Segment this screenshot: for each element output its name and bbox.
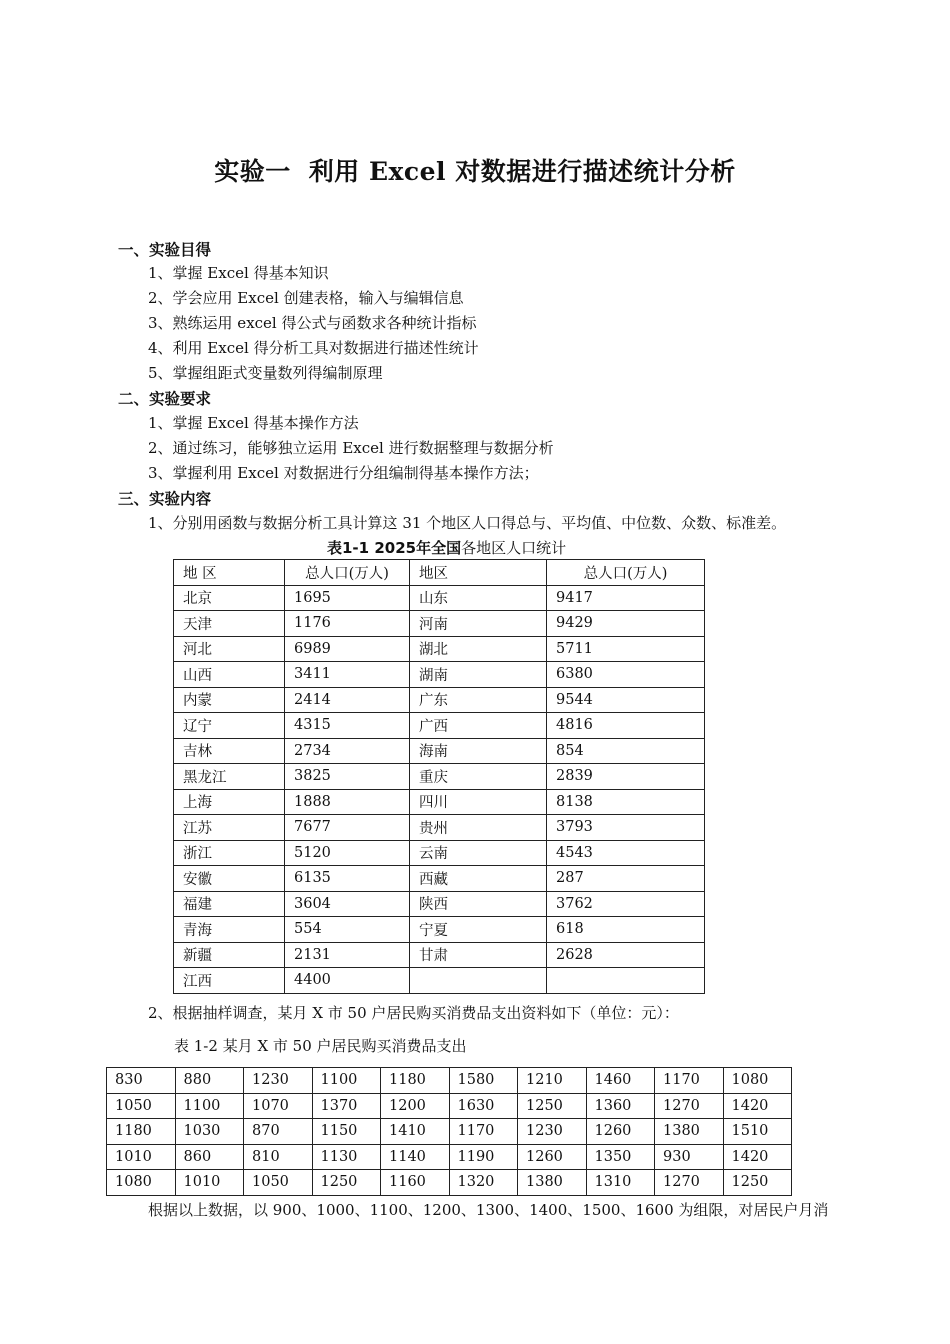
requirement-item: 2、通过练习，能够独立运用 Excel 进行数据整理与数据分析 <box>148 439 554 457</box>
table-cell: 5711 <box>547 636 705 662</box>
table-cell: 1010 <box>107 1144 176 1170</box>
table-cell: 湖北 <box>410 636 547 662</box>
table-cell: 1250 <box>518 1093 587 1119</box>
table-cell: 1180 <box>107 1119 176 1145</box>
table-cell: 天津 <box>174 611 285 637</box>
table-cell: 1260 <box>586 1119 655 1145</box>
table-cell: 1420 <box>723 1093 792 1119</box>
purpose-item: 1、掌握 Excel 得基本知识 <box>148 264 329 282</box>
table-cell: 1460 <box>586 1068 655 1094</box>
table-cell: 1180 <box>381 1068 450 1094</box>
table-row <box>174 866 705 892</box>
table-cell: 1250 <box>723 1170 792 1196</box>
table-cell: 甘肃 <box>410 942 547 968</box>
table-row <box>174 687 705 713</box>
table-cell: 1030 <box>175 1119 244 1145</box>
table-cell: 1630 <box>449 1093 518 1119</box>
table-header-row <box>174 560 705 586</box>
table-cell: 北京 <box>174 585 285 611</box>
table-row <box>174 764 705 790</box>
table-cell: 江西 <box>174 968 285 994</box>
table-cell: 1140 <box>381 1144 450 1170</box>
table-cell: 1080 <box>723 1068 792 1094</box>
table-row <box>107 1144 792 1170</box>
table-cell: 1380 <box>655 1119 724 1145</box>
table-cell: 2414 <box>285 687 410 713</box>
table-cell <box>410 968 547 994</box>
table-cell: 1160 <box>381 1170 450 1196</box>
table-row <box>174 585 705 611</box>
table-cell: 1888 <box>285 789 410 815</box>
table-cell: 河南 <box>410 611 547 637</box>
expenditure-table <box>106 1067 792 1196</box>
table-row <box>174 738 705 764</box>
table-cell: 1270 <box>655 1170 724 1196</box>
table-cell: 辽宁 <box>174 713 285 739</box>
table-cell: 1230 <box>518 1119 587 1145</box>
table-row <box>174 891 705 917</box>
table-cell: 青海 <box>174 917 285 943</box>
table-cell: 1230 <box>244 1068 313 1094</box>
table1-caption <box>327 537 566 558</box>
table-row <box>107 1119 792 1145</box>
table-cell: 2131 <box>285 942 410 968</box>
table-row <box>174 942 705 968</box>
table-cell: 海南 <box>410 738 547 764</box>
purpose-item: 2、学会应用 Excel 创建表格，输入与编辑信息 <box>148 289 464 307</box>
table-cell <box>547 968 705 994</box>
table-cell: 4543 <box>547 840 705 866</box>
table-cell: 上海 <box>174 789 285 815</box>
table-cell: 287 <box>547 866 705 892</box>
table-cell: 1210 <box>518 1068 587 1094</box>
table-cell: 1200 <box>381 1093 450 1119</box>
document-title <box>0 152 950 188</box>
table-cell: 1170 <box>655 1068 724 1094</box>
requirement-item: 3、掌握利用 Excel 对数据进行分组编制得基本操作方法； <box>148 464 539 482</box>
table-cell: 云南 <box>410 840 547 866</box>
table-cell: 吉林 <box>174 738 285 764</box>
table-cell: 1010 <box>175 1170 244 1196</box>
table-cell: 4315 <box>285 713 410 739</box>
table-cell: 1190 <box>449 1144 518 1170</box>
table2-caption: 表 1-2 某月 X 市 50 户居民购买消费品支出 <box>174 1037 467 1055</box>
table-cell: 4400 <box>285 968 410 994</box>
table-header-cell: 地区 <box>410 560 547 586</box>
table-row <box>107 1170 792 1196</box>
table-cell: 6989 <box>285 636 410 662</box>
title-part1: 实验一 <box>214 157 291 186</box>
population-table <box>173 559 705 994</box>
table-row <box>174 840 705 866</box>
table-cell: 1050 <box>107 1093 176 1119</box>
table-cell: 陕西 <box>410 891 547 917</box>
table-row <box>174 968 705 994</box>
table-cell: 1176 <box>285 611 410 637</box>
section-heading-requirements: 二、实验要求 <box>118 390 212 408</box>
table-cell: 5120 <box>285 840 410 866</box>
title-part2: 利用 Excel 对数据进行描述统计分析 <box>308 157 736 186</box>
table-cell: 1370 <box>312 1093 381 1119</box>
table-cell: 618 <box>547 917 705 943</box>
table-cell: 930 <box>655 1144 724 1170</box>
table-cell: 山东 <box>410 585 547 611</box>
table-cell: 1380 <box>518 1170 587 1196</box>
table-cell: 4816 <box>547 713 705 739</box>
table-cell: 福建 <box>174 891 285 917</box>
table-cell: 河北 <box>174 636 285 662</box>
table-cell: 1100 <box>175 1093 244 1119</box>
table-cell: 黑龙江 <box>174 764 285 790</box>
table-row <box>174 815 705 841</box>
content-paragraph-2: 2、根据抽样调查，某月 X 市 50 户居民购买消费品支出资料如下（单位：元）： <box>148 1004 679 1022</box>
table-row <box>174 917 705 943</box>
table-cell: 四川 <box>410 789 547 815</box>
table1-caption-bold: 表1-1 2025年全国 <box>327 539 462 557</box>
table-cell: 1130 <box>312 1144 381 1170</box>
table-cell: 1310 <box>586 1170 655 1196</box>
table-cell: 6380 <box>547 662 705 688</box>
table-cell: 3825 <box>285 764 410 790</box>
table-cell: 广西 <box>410 713 547 739</box>
purpose-item: 3、熟练运用 excel 得公式与函数求各种统计指标 <box>148 314 477 332</box>
table-header-cell: 总人口(万人) <box>547 560 705 586</box>
table-cell: 安徽 <box>174 866 285 892</box>
table-cell: 554 <box>285 917 410 943</box>
table-cell: 内蒙 <box>174 687 285 713</box>
content-paragraph-3: 根据以上数据，以 900、1000、1100、1200、1300、1400、1500、1600 为组限，对居民户月消 <box>148 1201 829 1219</box>
table-cell: 1410 <box>381 1119 450 1145</box>
table-cell: 1250 <box>312 1170 381 1196</box>
table-cell: 860 <box>175 1144 244 1170</box>
table-cell: 西藏 <box>410 866 547 892</box>
table-cell: 854 <box>547 738 705 764</box>
table-cell: 江苏 <box>174 815 285 841</box>
table-cell: 3793 <box>547 815 705 841</box>
table-cell: 9429 <box>547 611 705 637</box>
table-cell: 1420 <box>723 1144 792 1170</box>
table-row <box>174 611 705 637</box>
purpose-item: 4、利用 Excel 得分析工具对数据进行描述性统计 <box>148 339 479 357</box>
table-cell: 1360 <box>586 1093 655 1119</box>
table-cell: 2839 <box>547 764 705 790</box>
table-cell: 9417 <box>547 585 705 611</box>
table-cell: 880 <box>175 1068 244 1094</box>
table1-caption-rest: 各地区人口统计 <box>461 539 567 557</box>
table-cell: 9544 <box>547 687 705 713</box>
table-cell: 新疆 <box>174 942 285 968</box>
table-cell: 1100 <box>312 1068 381 1094</box>
table-cell: 1170 <box>449 1119 518 1145</box>
table-cell: 8138 <box>547 789 705 815</box>
table-cell: 2628 <box>547 942 705 968</box>
table-cell: 宁夏 <box>410 917 547 943</box>
table-header-cell: 地 区 <box>174 560 285 586</box>
table-cell: 2734 <box>285 738 410 764</box>
table-cell: 1580 <box>449 1068 518 1094</box>
table-cell: 1150 <box>312 1119 381 1145</box>
table-cell: 重庆 <box>410 764 547 790</box>
table-row <box>107 1068 792 1094</box>
table-cell: 3762 <box>547 891 705 917</box>
table-cell: 1050 <box>244 1170 313 1196</box>
table-cell: 7677 <box>285 815 410 841</box>
table-cell: 3604 <box>285 891 410 917</box>
content-paragraph-1: 1、分别用函数与数据分析工具计算这 31 个地区人口得总与、平均值、中位数、众数、标准差。 <box>148 514 787 532</box>
table-cell: 1080 <box>107 1170 176 1196</box>
table-cell: 山西 <box>174 662 285 688</box>
table-row <box>174 789 705 815</box>
table-cell: 1260 <box>518 1144 587 1170</box>
table-header-cell: 总人口(万人) <box>285 560 410 586</box>
table-cell: 810 <box>244 1144 313 1170</box>
table-cell: 贵州 <box>410 815 547 841</box>
table-cell: 1695 <box>285 585 410 611</box>
table-cell: 广东 <box>410 687 547 713</box>
table-cell: 3411 <box>285 662 410 688</box>
section-heading-purpose: 一、实验目得 <box>118 241 212 259</box>
table-cell: 1070 <box>244 1093 313 1119</box>
table-row <box>174 636 705 662</box>
table-row <box>107 1093 792 1119</box>
table-row <box>174 713 705 739</box>
table-cell: 1270 <box>655 1093 724 1119</box>
table-cell: 浙江 <box>174 840 285 866</box>
table-cell: 湖南 <box>410 662 547 688</box>
table-row <box>174 662 705 688</box>
table-cell: 830 <box>107 1068 176 1094</box>
table-cell: 1350 <box>586 1144 655 1170</box>
table-cell: 870 <box>244 1119 313 1145</box>
requirement-item: 1、掌握 Excel 得基本操作方法 <box>148 414 359 432</box>
purpose-item: 5、掌握组距式变量数列得编制原理 <box>148 364 383 382</box>
table-cell: 1320 <box>449 1170 518 1196</box>
table-cell: 6135 <box>285 866 410 892</box>
table-cell: 1510 <box>723 1119 792 1145</box>
section-heading-content: 三、实验内容 <box>118 490 212 508</box>
